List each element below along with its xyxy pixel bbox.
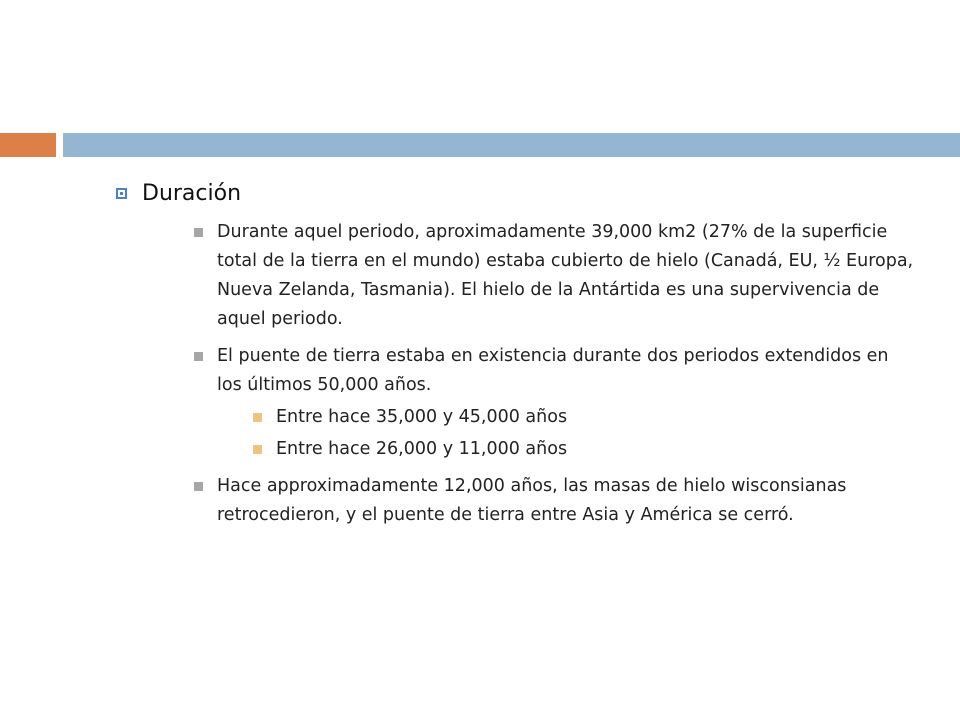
bullet-item	[194, 342, 917, 400]
sub-bullet-text: Entre hace 35,000 y 45,000 años	[276, 407, 568, 427]
accent-bar-left	[0, 133, 56, 157]
bullet-item	[194, 472, 917, 530]
sub-bullet-item	[253, 403, 853, 432]
square-bullet-icon	[116, 188, 127, 199]
slide-content	[116, 176, 916, 530]
square-bullet-icon	[253, 445, 262, 454]
bullet-text: El puente de tierra estaba en existencia durante dos periodos extendidos en los últimos 50,000 años.	[217, 346, 889, 395]
bullet-text: Durante aquel periodo, aproximadamente 39,000 km2 (27% de la superficie total de la tierra en el mundo) estaba cubierto de hielo (Canadá, EU, ½ Europa, Nueva Zelanda, Tasmania). El hielo de la Antártida es una supervivencia de aquel periodo.	[217, 222, 914, 329]
square-bullet-icon	[194, 352, 203, 361]
slide-heading: Duración	[142, 180, 242, 206]
heading-row	[116, 176, 916, 210]
square-bullet-icon	[194, 482, 203, 491]
sub-bullet-item	[253, 435, 853, 464]
bullet-item	[194, 218, 917, 334]
bullet-text: Hace approximadamente 12,000 años, las masas de hielo wisconsianas retrocedieron, y el puente de tierra entre Asia y América se cerró.	[217, 476, 847, 525]
sub-bullet-text: Entre hace 26,000 y 11,000 años	[276, 439, 568, 459]
accent-bar-right	[63, 133, 960, 157]
square-bullet-icon	[194, 228, 203, 237]
square-bullet-icon	[253, 413, 262, 422]
